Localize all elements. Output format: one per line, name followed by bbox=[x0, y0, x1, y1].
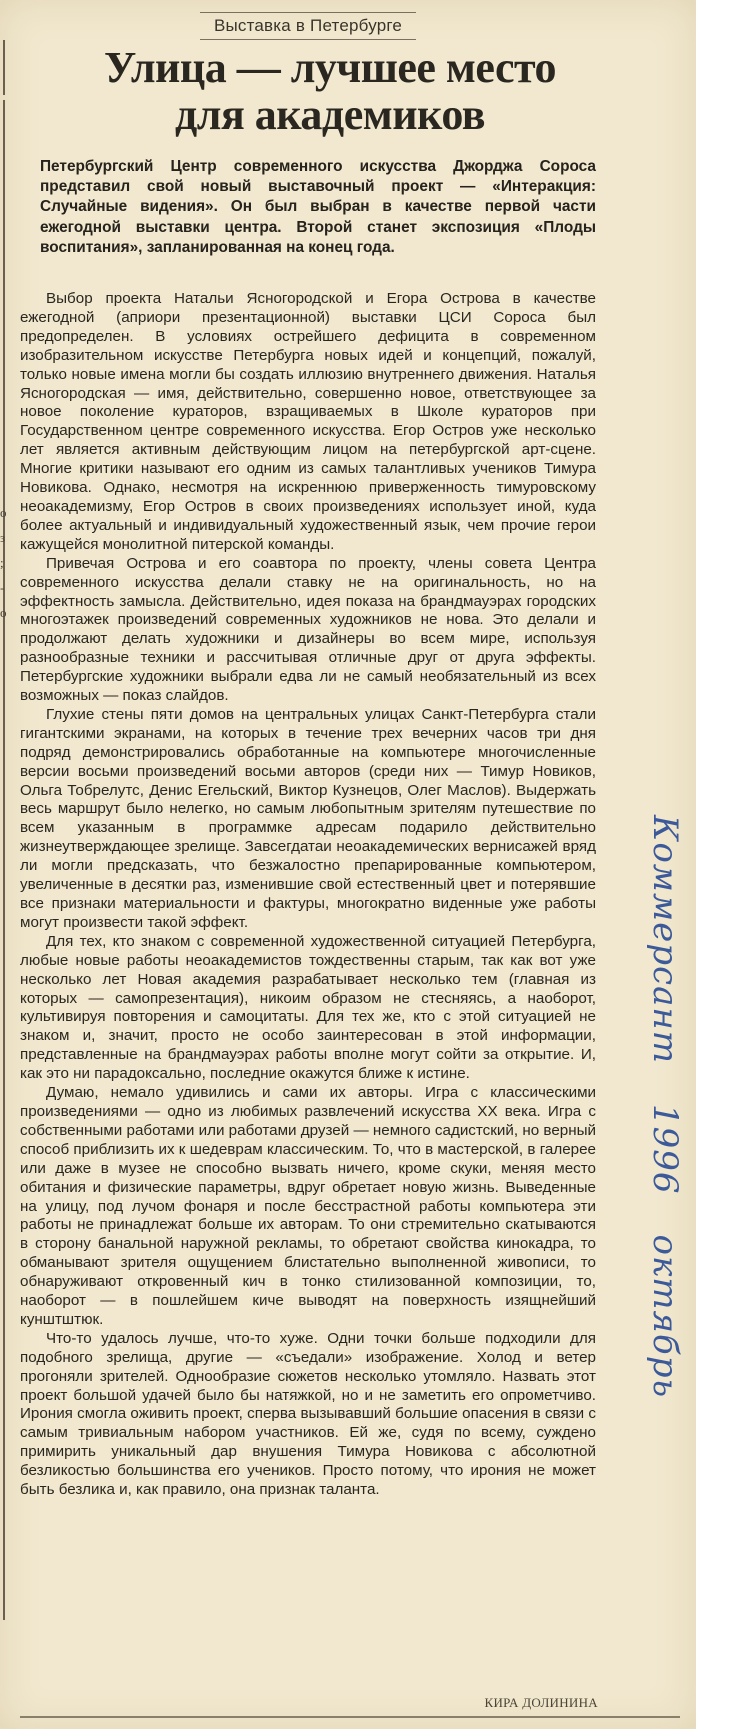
article-headline bbox=[20, 44, 640, 138]
section-rubric: Выставка в Петербурге bbox=[200, 12, 416, 40]
fragment-letter: з bbox=[0, 530, 6, 545]
body-paragraph: Для тех, кто знаком с современной художественной ситуацией Петербурга, любые новые работы неоакадемистов тождественны старым, так как вот уже несколько лет Новая академия разрабатывает несколько тем (главная из которых — самопрезентация), никоим образом не стесняясь, а наоборот, культивируя повторения и самоцитаты. Для тех же, кто с этой ситуацией не знаком и, значит, просто не особо заинтересован в этой информации, представленные на брандмауэрах работы вполне могут сойти за открытие. И, как это ни парадоксально, последние окажутся ближе к истине. bbox=[20, 932, 596, 1083]
handwritten-month: октябрь bbox=[645, 1234, 685, 1399]
bottom-rule bbox=[20, 1716, 680, 1718]
fragment-letter: - bbox=[0, 580, 5, 595]
body-paragraph: Выбор проекта Натальи Ясногородской и Егора Острова в качестве ежегодной (априори презентационной) выставки ЦСИ Сороса был предопределен. В условиях острейшего дефицита в современном изобразительном искусстве Петербурга новых идей и концепций, пожалуй, только новые имена могли бы создать иллюзию внутреннего движения. Наталья Ясногородская — имя, действительно, совершенно новое, ответствующее за новое поколение кураторов, взращиваемых в Школе кураторов при Государственном центре современного искусства. Егор Остров уже несколько лет является активным действующим лицом на петербургской арт-сцене. Многие критики называют его одним из самых талантливых учеников Тимура Новикова. Однако, несмотря на искреннюю приверженность тимуровскому неоакадемизму, Егор Остров в своих произведениях использует иной, куда более актуальный и индивидуальный художественный язык, чем прочие герои кажущейся монолитной питерской команды. bbox=[20, 290, 596, 553]
body-paragraph: Привечая Острова и его соавтора по проекту, члены совета Центра современного искусства делали ставку не на оригинальность, но на эффектность замысла. Действительно, идея показа на брандмауэрах городских многоэтажек произведений современных художников не нова. Это делали и продолжают делать художники и дизайнеры во всем мире, используя разнообразные техники и рассчитывая отличные друг от друга эффекты. Петербургские художники выбрали едва ли не самый необязательный из всех возможных — показ слайдов. bbox=[20, 554, 596, 705]
body-paragraph: Что-то удалось лучше, что-то хуже. Одни точки больше подходили для подобного зрелища, другие — «съедали» изображение. Холод и ветер прогоняли зрителей. Однообразие сюжетов несколько утомляло. Назвать этот проект большой удачей было бы натяжкой, но и не заметить его опрометчиво. Ирония смогла оживить проект, сперва вызывавший большие опасения в связи с самым тривиальным набором участников. Ей же, судя по всему, суждено примирить уникальный дар внушения Тимура Новикова с абсолютной безликостью большинства его учеников. Просто потому, что ирония не может быть безлика и, как правило, она признак таланта. bbox=[20, 1329, 596, 1499]
body-paragraph: Глухие стены пяти домов на центральных улицах Санкт-Петербурга стали гигантскими экранами, на которых в течение трех вечерних часов три дня подряд демонстрировались обработанные на компьютере многочисленные версии восьми произведений восьми авторов (среди них — Тимур Новиков, Ольга Тобрелутс, Денис Егельский, Виктор Кузнецов, Олег Маслов). Выдержать весь маршрут было нелегко, но самым любопытным зрителям путешествие по всем указанным в программке адресам подарило действительно жизнеутверждающее зрелище. Завсегдатаи неоакадемических вернисажей вряд ли могли предсказать, что безжалостно препарированные компьютером, увеличенные в десятки раз, изменившие свой естественный цвет и потерявшие все признаки материальности и фактуры, многократно виденные уже работы могут произвести такой эффект. bbox=[20, 705, 596, 931]
article-body bbox=[20, 290, 596, 1500]
handwritten-annotation bbox=[645, 815, 685, 1438]
fragment-letter: ; bbox=[0, 555, 4, 570]
fragment-letter: о bbox=[0, 505, 7, 520]
fragment-letter: о bbox=[0, 605, 7, 620]
handwritten-source: Коммерсант bbox=[645, 815, 685, 1064]
handwritten-year: 1996 bbox=[645, 1104, 685, 1195]
body-paragraph: Думаю, немало удивились и сами их авторы. Игра с классическими произведениями — одно из любимых развлечений искусства XX века. Игра с собственными работами или работами друзей — немного садистский, но верный способ приблизить их к шедеврам классическим. То, что в мастерской, в галерее или даже в музее не способно вызвать ничего, кроме скуки, меняя место обитания и физические параметры, вдруг обретает новую жизнь. Выведенные на улицу, под лучом фонаря и после бесстрастной работы компьютера эти работы не принадлежат больше их авторам. То они стремительно скатываются в сторону банальной наружной рекламы, то обретают свойства кинокадра, то обманывают зрителя ощущением блистательно выполненной живописи, то обнаруживают откровенный кич в тонко стилизованной композиции, то, наоборот — в пошлейшем киче выводят на поверхность изящнейший кунштштюк. bbox=[20, 1084, 596, 1328]
article-lead: Петербургский Центр современного искусства Джорджа Сороса представил свой новый выставочный проект — «Интеракция: Случайные видения». Он был выбран в качестве первой части ежегодной выставки центра. Второй станет экспозиция «Плоды воспитания», запланированная на конец года. bbox=[40, 158, 596, 256]
column-rule bbox=[3, 40, 5, 95]
column-rule bbox=[3, 100, 5, 1620]
author-byline: КИРА ДОЛИНИНА bbox=[484, 1695, 598, 1710]
headline-line: для академиков bbox=[175, 90, 485, 139]
adjacent-column-fragments bbox=[0, 500, 10, 625]
headline-line: Улица — лучшее место bbox=[103, 43, 557, 92]
